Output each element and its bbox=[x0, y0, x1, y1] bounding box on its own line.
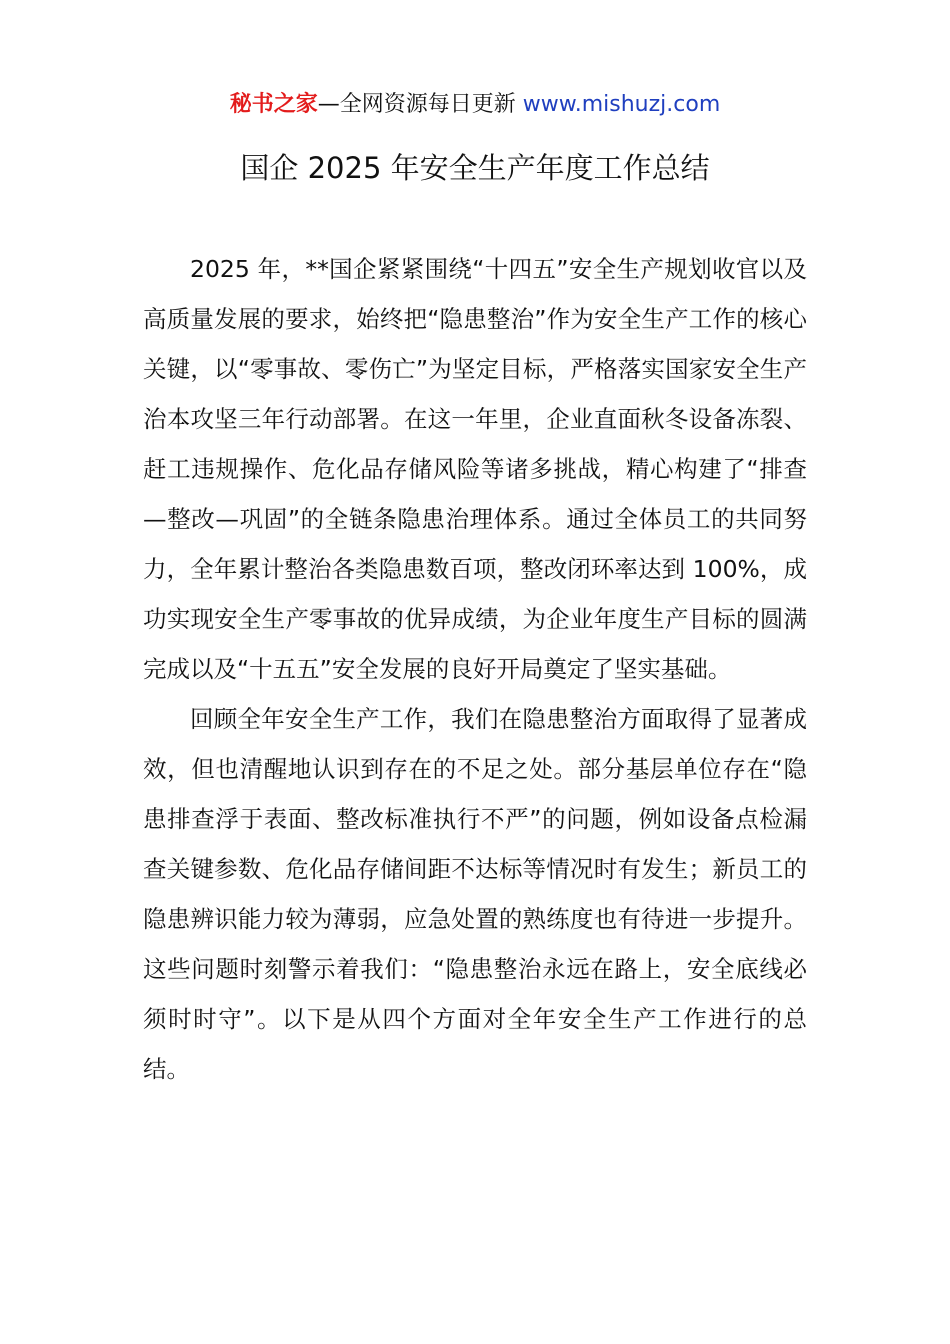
paragraph-review: 回顾全年安全生产工作，我们在隐患整治方面取得了显著成效，但也清醒地认识到存在的不足之处。部分基层单位存在“隐患排查浮于表面、整改标准执行不严”的问题，例如设备点检漏查关键参数、危化品存储间距不达标等情况时有发生；新员工的隐患辨识能力较为薄弱，应急处置的熟练度也有待进一步提升。这些问题时刻警示着我们：“隐患整治永远在路上，安全底线必须时时守”。以下是从四个方面对全年安全生产工作进行的总结。 bbox=[143, 705, 807, 1083]
brand-name: 秘书之家 bbox=[229, 92, 318, 117]
site-header bbox=[0, 88, 950, 122]
paragraph-intro: 2025 年，**国企紧紧围绕“十四五”安全生产规划收官以及高质量发展的要求，始终把“隐患整治”作为安全生产工作的核心关键，以“零事故、零伤亡”为坚定目标，严格落实国家安全生产治本攻坚三年行动部署。在这一年里，企业直面秋冬设备冻裂、赶工违规操作、危化品存储风险等诸多挑战，精心构建了“排查—整改—巩固”的全链条隐患治理体系。通过全体员工的共同努力，全年累计整治各类隐患数百项，整改闭环率达到 100%，成功实现安全生产零事故的优异成绩，为企业年度生产目标的圆满完成以及“十五五”安全发展的良好开局奠定了坚实基础。 bbox=[143, 255, 807, 683]
document-title: 国企 2025 年安全生产年度工作总结 bbox=[240, 151, 710, 185]
site-url-link[interactable]: www.mishuzj.com bbox=[522, 92, 721, 117]
header-tagline: —全网资源每日更新 bbox=[317, 92, 516, 117]
document-body bbox=[143, 244, 807, 1094]
